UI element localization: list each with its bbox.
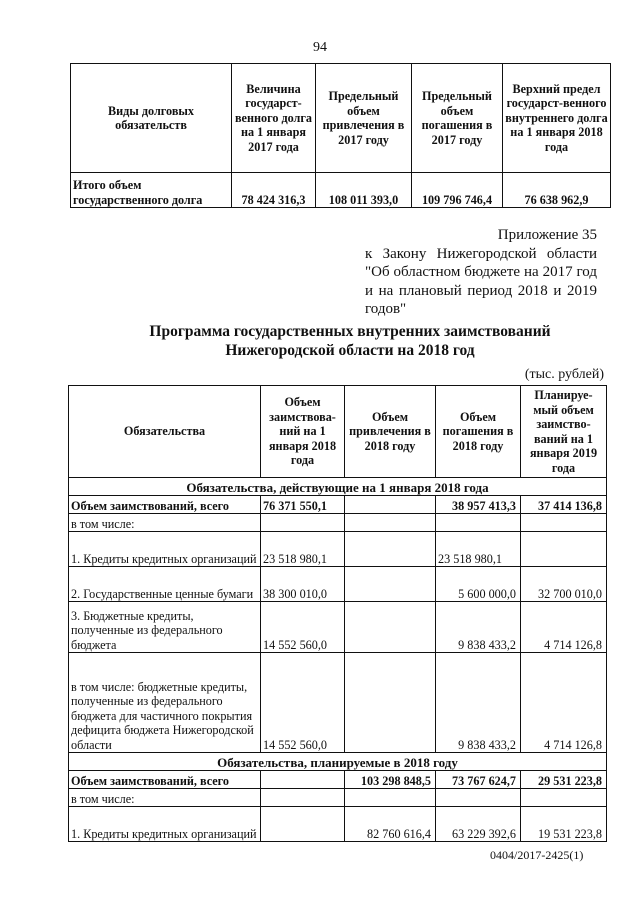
column-header: Планируе-мый объем заимство-ваний на 1 января 2019 года bbox=[521, 386, 607, 478]
cell-value bbox=[345, 602, 436, 653]
borrowing-program-table bbox=[68, 385, 607, 842]
column-header: Объем погашения в 2018 году bbox=[436, 386, 521, 478]
page-number: 94 bbox=[313, 40, 327, 55]
column-header: Объем привлечения в 2018 году bbox=[345, 386, 436, 478]
table-header-row bbox=[71, 64, 611, 173]
column-header: Предельный объем привлечения в 2017 году bbox=[316, 64, 412, 173]
cell-value: 23 518 980,1 bbox=[436, 532, 521, 567]
table-row bbox=[69, 807, 607, 842]
cell-value: 23 518 980,1 bbox=[261, 532, 345, 567]
row-label: Итого объем государственного долга bbox=[71, 173, 232, 208]
cell-value bbox=[261, 789, 345, 807]
cell-value bbox=[521, 514, 607, 532]
table-row bbox=[69, 532, 607, 567]
cell-value: 4 714 126,8 bbox=[521, 653, 607, 753]
cell-value bbox=[261, 514, 345, 532]
cell-value: 109 796 746,4 bbox=[412, 173, 503, 208]
column-header: Верхний предел государст-венного внутреннего долга на 1 января 2018 года bbox=[503, 64, 611, 173]
appendix-text: к Закону Нижегородской области "Об областном бюджете на 2017 год и на плановый период 2018 и 2019 годов" bbox=[365, 245, 597, 318]
row-label: в том числе: bbox=[69, 789, 261, 807]
cell-value: 32 700 010,0 bbox=[521, 567, 607, 602]
cell-value: 108 011 393,0 bbox=[316, 173, 412, 208]
cell-value: 5 600 000,0 bbox=[436, 567, 521, 602]
cell-value: 78 424 316,3 bbox=[232, 173, 316, 208]
cell-value: 38 300 010,0 bbox=[261, 567, 345, 602]
cell-value: 103 298 848,5 bbox=[345, 771, 436, 789]
section-header: Обязательства, действующие на 1 января 2018 года bbox=[69, 478, 607, 496]
cell-value bbox=[345, 653, 436, 753]
cell-value: 14 552 560,0 bbox=[261, 653, 345, 753]
units-label: (тыс. рублей) bbox=[524, 367, 604, 382]
table-header-row bbox=[69, 386, 607, 478]
debt-summary-table bbox=[70, 63, 611, 208]
cell-value bbox=[521, 532, 607, 567]
cell-value bbox=[345, 567, 436, 602]
table-row bbox=[69, 496, 607, 514]
cell-value: 76 638 962,9 bbox=[503, 173, 611, 208]
section-row bbox=[69, 753, 607, 771]
row-label: Объем заимствований, всего bbox=[69, 496, 261, 514]
cell-value bbox=[261, 807, 345, 842]
cell-value bbox=[436, 514, 521, 532]
table-row bbox=[69, 771, 607, 789]
column-header: Обязательства bbox=[69, 386, 261, 478]
document-title-line2: Нижегородской области на 2018 год bbox=[225, 342, 475, 359]
document-code: 0404/2017-2425(1) bbox=[490, 848, 584, 862]
cell-value bbox=[521, 789, 607, 807]
row-label: в том числе: bbox=[69, 514, 261, 532]
cell-value: 4 714 126,8 bbox=[521, 602, 607, 653]
column-header: Предельный объем погашения в 2017 году bbox=[412, 64, 503, 173]
row-label: 3. Бюджетные кредиты, полученные из федерального бюджета bbox=[69, 602, 261, 653]
section-row bbox=[69, 478, 607, 496]
cell-value: 76 371 550,1 bbox=[261, 496, 345, 514]
row-label: 1. Кредиты кредитных организаций bbox=[69, 807, 261, 842]
table-row bbox=[69, 653, 607, 753]
cell-value bbox=[345, 789, 436, 807]
cell-value: 37 414 136,8 bbox=[521, 496, 607, 514]
table-row bbox=[71, 173, 611, 208]
column-header: Величина государст-венного долга на 1 января 2017 года bbox=[232, 64, 316, 173]
document-title-line1: Программа государственных внутренних заимствований bbox=[149, 323, 551, 340]
column-header: Виды долговых обязательств bbox=[71, 64, 232, 173]
section-header: Обязательства, планируемые в 2018 году bbox=[69, 753, 607, 771]
cell-value: 63 229 392,6 bbox=[436, 807, 521, 842]
cell-value bbox=[345, 532, 436, 567]
document-title bbox=[80, 322, 620, 360]
table-row bbox=[69, 789, 607, 807]
cell-value bbox=[345, 496, 436, 514]
appendix-title: Приложение 35 bbox=[497, 227, 597, 243]
cell-value: 9 838 433,2 bbox=[436, 602, 521, 653]
table-row bbox=[69, 602, 607, 653]
appendix-note bbox=[365, 226, 597, 319]
cell-value: 73 767 624,7 bbox=[436, 771, 521, 789]
cell-value: 9 838 433,2 bbox=[436, 653, 521, 753]
column-header: Объем заимствова-ний на 1 января 2018 года bbox=[261, 386, 345, 478]
cell-value: 14 552 560,0 bbox=[261, 602, 345, 653]
row-label: Объем заимствований, всего bbox=[69, 771, 261, 789]
cell-value: 29 531 223,8 bbox=[521, 771, 607, 789]
cell-value: 82 760 616,4 bbox=[345, 807, 436, 842]
row-label: в том числе: бюджетные кредиты, полученные из федерального бюджета для частичного покрытия дефицита бюджета Нижегородской области bbox=[69, 653, 261, 753]
cell-value bbox=[436, 789, 521, 807]
row-label: 2. Государственные ценные бумаги bbox=[69, 567, 261, 602]
cell-value bbox=[261, 771, 345, 789]
cell-value bbox=[345, 514, 436, 532]
table-row bbox=[69, 514, 607, 532]
cell-value: 38 957 413,3 bbox=[436, 496, 521, 514]
row-label: 1. Кредиты кредитных организаций bbox=[69, 532, 261, 567]
cell-value: 19 531 223,8 bbox=[521, 807, 607, 842]
table-row bbox=[69, 567, 607, 602]
